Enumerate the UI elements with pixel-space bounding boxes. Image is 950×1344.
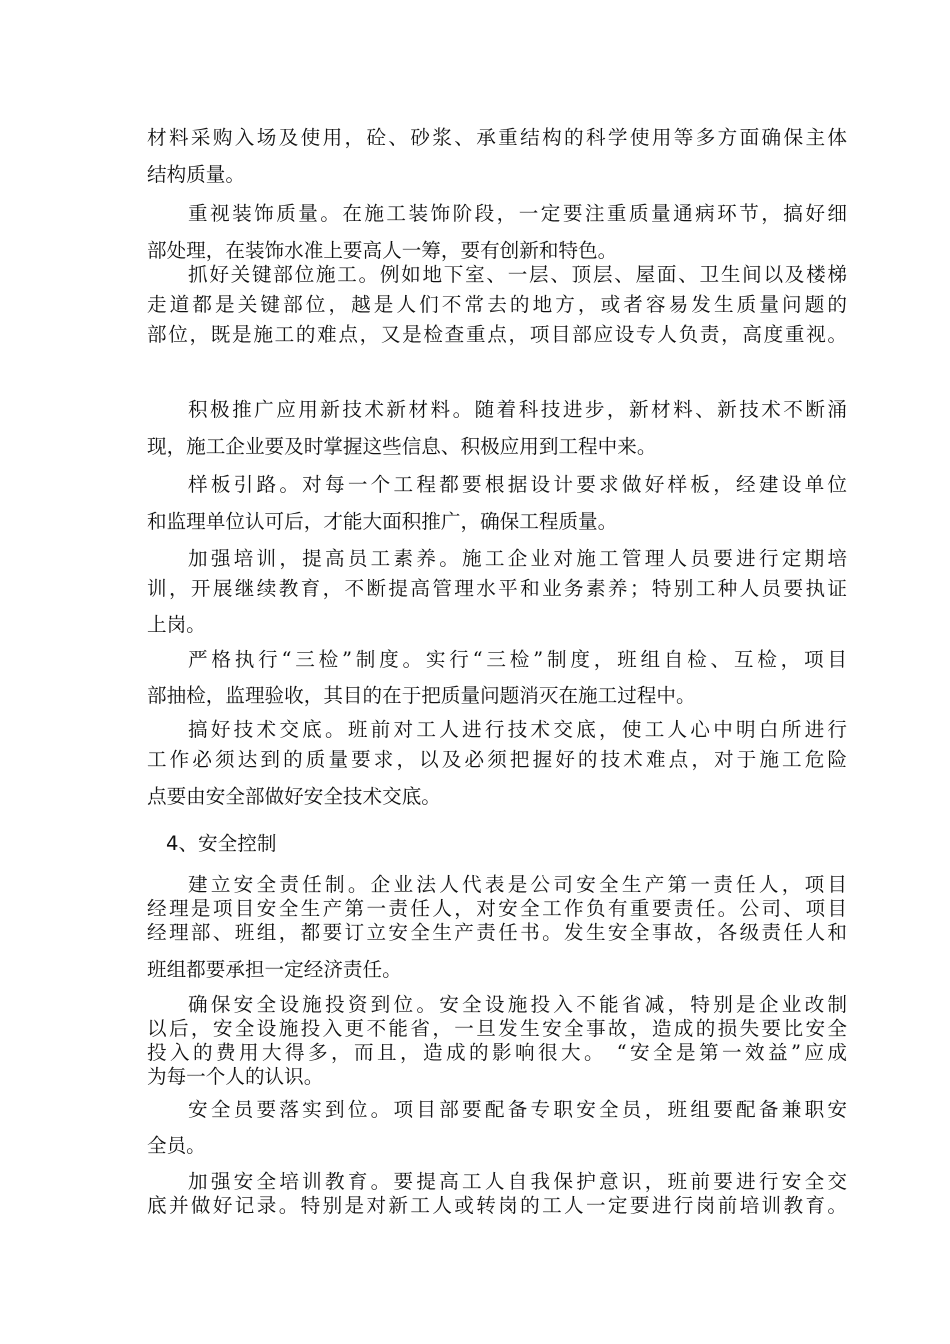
paragraph-line: 积极推广应用新技术新材料。随着科技进步，新材料、新技术不断涌 (188, 398, 847, 421)
paragraph-line: 以后，安全设施投入更不能省，一旦发生安全事故，造成的损失要比安全 (147, 1017, 847, 1040)
paragraph-line: 重视装饰质量。在施工装饰阶段，一定要注重质量通病环节，搞好细 (188, 202, 847, 225)
paragraph-line: 建立安全责任制。企业法人代表是公司安全生产第一责任人，项目 (188, 873, 847, 896)
paragraph-line: 抓好关键部位施工。例如地下室、一层、顶层、屋面、卫生间以及楼梯 (188, 263, 847, 286)
paragraph-line: 部位，既是施工的难点，又是检查重点，项目部应设专人负责，高度重视。 (147, 323, 847, 346)
paragraph-line: 加强安全培训教育。要提高工人自我保护意识，班前要进行安全交 (188, 1170, 847, 1193)
paragraph-line: 和监理单位认可后，才能大面积推广，确保工程质量。 (147, 510, 618, 533)
paragraph-line: 全员。 (147, 1134, 206, 1157)
paragraph-line: 确保安全设施投资到位。安全设施投入不能省减，特别是企业改制 (188, 993, 847, 1016)
section-heading: 4、安全控制 (166, 832, 277, 855)
paragraph-line: 走道都是关键部位，越是人们不常去的地方，或者容易发生质量问题的 (147, 293, 847, 316)
paragraph-line: 底并做好记录。特别是对新工人或转岗的工人一定要进行岗前培训教育。 (147, 1194, 847, 1217)
paragraph-line: 样板引路。对每一个工程都要根据设计要求做好样板，经建设单位 (188, 473, 847, 496)
paragraph-line: 投入的费用大得多，而且，造成的影响很大。 “安全是第一效益”应成 (147, 1041, 847, 1064)
paragraph-line: 工作必须达到的质量要求，以及必须把握好的技术难点，对于施工危险 (147, 748, 847, 771)
paragraph-line: 搞好技术交底。班前对工人进行技术交底，使工人心中明白所进行 (188, 718, 847, 741)
paragraph-line: 班组都要承担一定经济责任。 (147, 958, 402, 981)
paragraph-line: 加强培训，提高员工素养。施工企业对施工管理人员要进行定期培 (188, 547, 847, 570)
paragraph-line: 部处理，在装饰水准上要高人一筹，要有创新和特色。 (147, 239, 618, 262)
paragraph-line: 经理是项目安全生产第一责任人，对安全工作负有重要责任。公司、项目 (147, 897, 847, 920)
paragraph-line: 结构质量。 (147, 163, 245, 186)
paragraph-line: 严格执行“三检”制度。实行“三检”制度，班组自检、互检，项目 (188, 648, 847, 671)
paragraph-line: 经理部、班组，都要订立安全生产责任书。发生安全事故，各级责任人和 (147, 921, 847, 944)
paragraph-line: 点要由安全部做好安全技术交底。 (147, 785, 441, 808)
paragraph-line: 安全员要落实到位。项目部要配备专职安全员，班组要配备兼职安 (188, 1098, 847, 1121)
paragraph-line: 为每一个人的认识。 (147, 1065, 324, 1088)
paragraph-line: 现，施工企业要及时掌握这些信息、积极应用到工程中来。 (147, 435, 657, 458)
paragraph-line: 材料采购入场及使用，砼、砂浆、承重结构的科学使用等多方面确保主体 (147, 126, 847, 149)
paragraph-line: 部抽检，监理验收，其目的在于把质量问题消灭在施工过程中。 (147, 684, 696, 707)
paragraph-line: 上岗。 (147, 613, 206, 636)
paragraph-line: 训，开展继续教育，不断提高管理水平和业务素养；特别工种人员要执证 (147, 577, 847, 600)
